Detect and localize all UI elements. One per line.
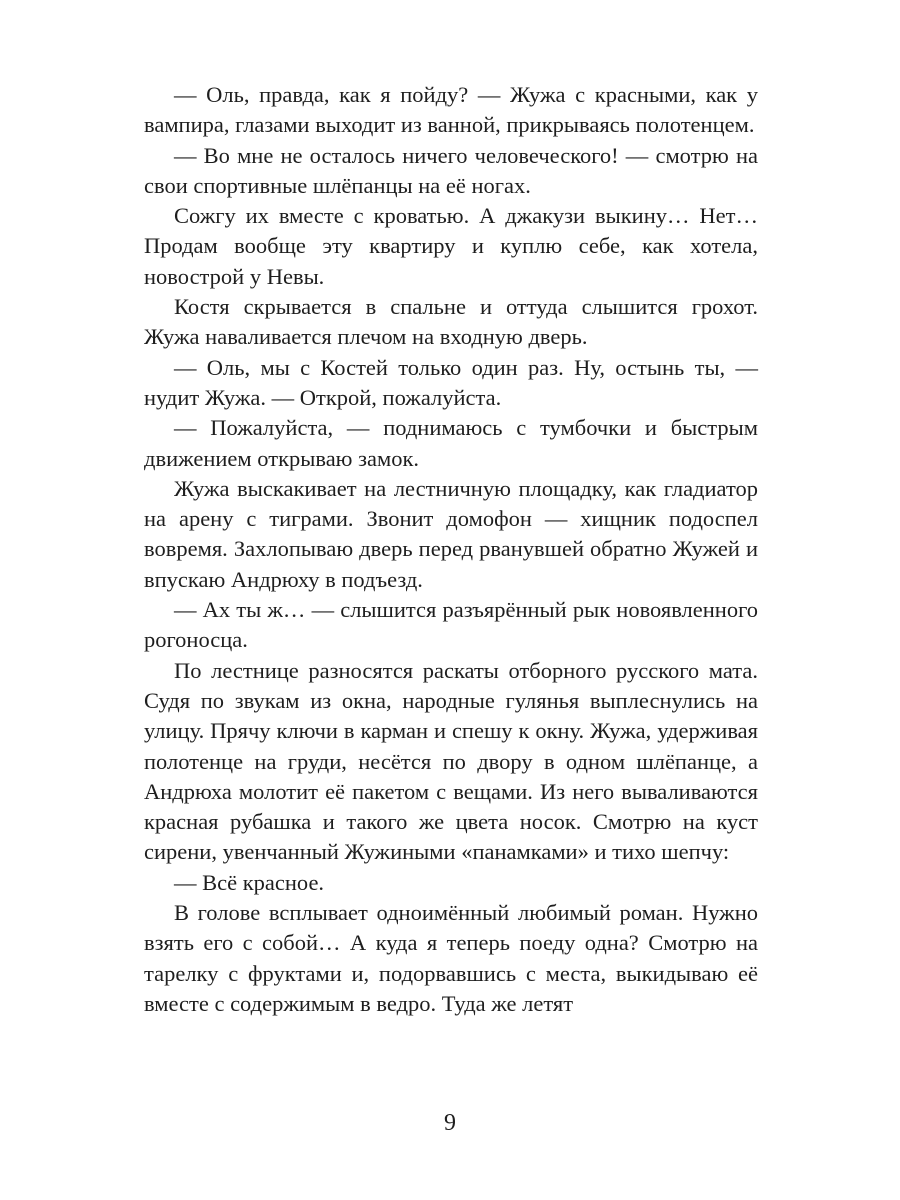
paragraph: В голове всплывает одноимённый любимый роман. Нужно взять его с собой… А куда я теперь поеду одна? Смотрю на тарелку с фруктами и, подорвавшись с места, выкидываю её вместе с содержимым в ведро. Туда же летят xyxy=(144,900,758,1016)
paragraph: — Пожалуйста, — поднимаюсь с тумбочки и быстрым движением открываю замок. xyxy=(144,415,758,471)
paragraph: По лестнице разносятся раскаты отборного русского мата. Судя по звукам из окна, народные гулянья выплеснулись на улицу. Прячу ключи в карман и спешу к окну. Жужа, удерживая полотенце на груди, несётся по двору в одном шлёпанце, а Андрюха молотит её пакетом с вещами. Из него вываливаются красная рубашка и такого же цвета носок. Смотрю на куст сирени, увенчанный Жужиными «панамками» и тихо шепчу: xyxy=(144,657,758,865)
paragraph: Костя скрывается в спальне и оттуда слышится грохот. Жужа наваливается плечом на входную дверь. xyxy=(144,294,758,350)
page-number: 9 xyxy=(444,1110,456,1136)
paragraph: Жужа выскакивает на лестничную площадку, как гладиатор на арену с тиграми. Звонит домофон — хищник подоспел вовремя. Захлопываю дверь перед рванувшей обратно Жужей и впускаю Андрюху в подъезд. xyxy=(144,475,758,592)
paragraph: — Всё красное. xyxy=(174,869,325,895)
paragraph: — Оль, мы с Костей только один раз. Ну, остынь ты, — нудит Жужа. — Открой, пожалуйста. xyxy=(144,354,758,410)
paragraph: — Ах ты ж… — слышится разъярённый рык новоявленного рогоносца. xyxy=(144,597,758,653)
paragraph: — Оль, правда, как я пойду? — Жужа с красными, как у вампира, глазами выходит из ванной, прикрываясь полотенцем. xyxy=(144,82,758,138)
paragraph: — Во мне не осталось ничего человеческого! — смотрю на свои спортивные шлёпанцы на её ногах. xyxy=(144,142,758,198)
paragraph: Сожгу их вместе с кроватью. А джакузи выкину… Нет… Продам вообще эту квартиру и куплю себе, как хотела, новострой у Невы. xyxy=(144,203,758,289)
body-text xyxy=(144,80,758,1019)
